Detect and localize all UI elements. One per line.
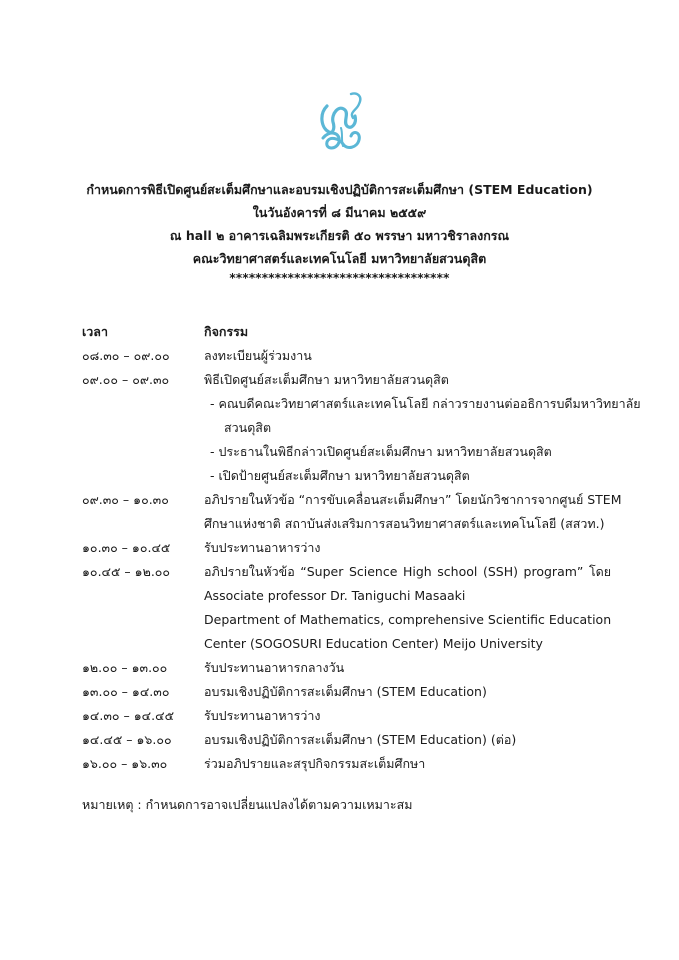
royal-monogram-icon — [313, 88, 373, 156]
row-activity — [204, 536, 602, 560]
header-activity: กิจกรรม — [204, 324, 249, 339]
row-activity — [204, 704, 602, 728]
activity-line: รับประทานอาหารว่าง — [204, 540, 321, 555]
row-activity — [204, 680, 602, 704]
schedule-table — [82, 320, 641, 776]
table-row — [82, 488, 622, 536]
activity-subitem: - คณบดีคณะวิทยาศาสตร์และเทคโนโลยี กล่าวรายงานต่ออธิการบดีมหาวิทยาลัย — [210, 396, 641, 411]
activity-line: ศึกษาแห่งชาติ สถาบันส่งเสริมการสอนวิทยาศาสตร์และเทคโนโลยี (สสวท.) — [204, 516, 605, 531]
table-row — [82, 704, 602, 728]
activity-line: Associate professor Dr. Taniguchi Masaaki — [204, 588, 466, 603]
row-time: ๑๖.๐๐ – ๑๖.๓๐ — [82, 756, 168, 771]
table-row — [82, 680, 602, 704]
row-time: ๐๘.๓๐ – ๐๙.๐๐ — [82, 348, 170, 363]
activity-line: Center (SOGOSURI Education Center) Meijo University — [204, 636, 543, 651]
row-activity — [204, 560, 611, 656]
table-row — [82, 368, 641, 488]
title-line-2: ในวันอังคารที่ ๘ มีนาคม ๒๕๕๙ — [252, 205, 427, 220]
row-time: ๑๐.๔๕ – ๑๒.๐๐ — [82, 564, 171, 579]
row-time: ๐๙.๓๐ – ๑๐.๓๐ — [82, 492, 169, 507]
table-row — [82, 344, 602, 368]
row-activity — [204, 728, 602, 752]
row-time: ๑๔.๓๐ – ๑๔.๔๕ — [82, 708, 175, 723]
row-time: ๑๐.๓๐ – ๑๐.๔๕ — [82, 540, 171, 555]
row-activity — [204, 656, 602, 680]
activity-line: ร่วมอภิปรายและสรุปกิจกรรมสะเต็มศึกษา — [204, 756, 426, 771]
row-activity — [204, 344, 602, 368]
title-line-3: ณ hall ๒ อาคารเฉลิมพระเกียรติ ๕๐ พรรษา มหาวชิราลงกรณ — [169, 228, 510, 243]
activity-line: อบรมเชิงปฏิบัติการสะเต็มศึกษา (STEM Education) — [204, 684, 487, 699]
activity-line: อบรมเชิงปฏิบัติการสะเต็มศึกษา (STEM Education) (ต่อ) — [204, 732, 517, 747]
activity-subitem: - เปิดป้ายศูนย์สะเต็มศึกษา มหาวิทยาลัยสวนดุสิต — [210, 468, 470, 483]
activity-line: Department of Mathematics, comprehensive Scientific Education — [204, 612, 612, 627]
activity-subitem: - ประธานในพิธีกล่าวเปิดศูนย์สะเต็มศึกษา มหาวิทยาลัยสวนดุสิต — [210, 444, 552, 459]
activity-line: อภิปรายในหัวข้อ “การขับเคลื่อนสะเต็มศึกษา” โดยนักวิชาการจากศูนย์ STEM — [204, 492, 622, 507]
star-divider: ********************************** — [229, 271, 450, 285]
title-line-4: คณะวิทยาศาสตร์และเทคโนโลยี มหาวิทยาลัยสวนดุสิต — [192, 251, 487, 266]
activity-line: ลงทะเบียนผู้ร่วมงาน — [204, 348, 312, 363]
table-row — [82, 536, 602, 560]
header-time: เวลา — [82, 324, 108, 339]
table-row — [82, 560, 612, 656]
table-row — [82, 656, 602, 680]
row-time: ๑๓.๐๐ – ๑๔.๓๐ — [82, 684, 170, 699]
row-activity — [204, 368, 641, 488]
row-time: ๐๙.๐๐ – ๐๙.๓๐ — [82, 372, 170, 387]
activity-line: รับประทานอาหารว่าง — [204, 708, 321, 723]
activity-subitem-continued: สวนดุสิต — [224, 420, 272, 435]
activity-line: พิธีเปิดศูนย์สะเต็มศึกษา มหาวิทยาลัยสวนดุสิต — [204, 372, 449, 387]
table-header — [82, 320, 602, 344]
row-activity — [204, 488, 622, 536]
activity-line: อภิปรายในหัวข้อ “Super Science High school (SSH) program” โดย — [204, 564, 612, 579]
title-line-1: กำหนดการพิธีเปิดศูนย์สะเต็มศึกษาและอบรมเชิงปฏิบัติการสะเต็มศึกษา (STEM Education) — [86, 182, 593, 197]
table-row — [82, 752, 602, 776]
document-header — [0, 178, 679, 286]
table-row — [82, 728, 602, 752]
row-time: ๑๔.๔๕ – ๑๖.๐๐ — [82, 732, 172, 747]
row-activity — [204, 752, 602, 776]
row-time: ๑๒.๐๐ – ๑๓.๐๐ — [82, 660, 168, 675]
footnote: หมายเหตุ : กำหนดการอาจเปลี่ยนแปลงได้ตามความเหมาะสม — [82, 797, 413, 812]
activity-line: รับประทานอาหารกลางวัน — [204, 660, 345, 675]
